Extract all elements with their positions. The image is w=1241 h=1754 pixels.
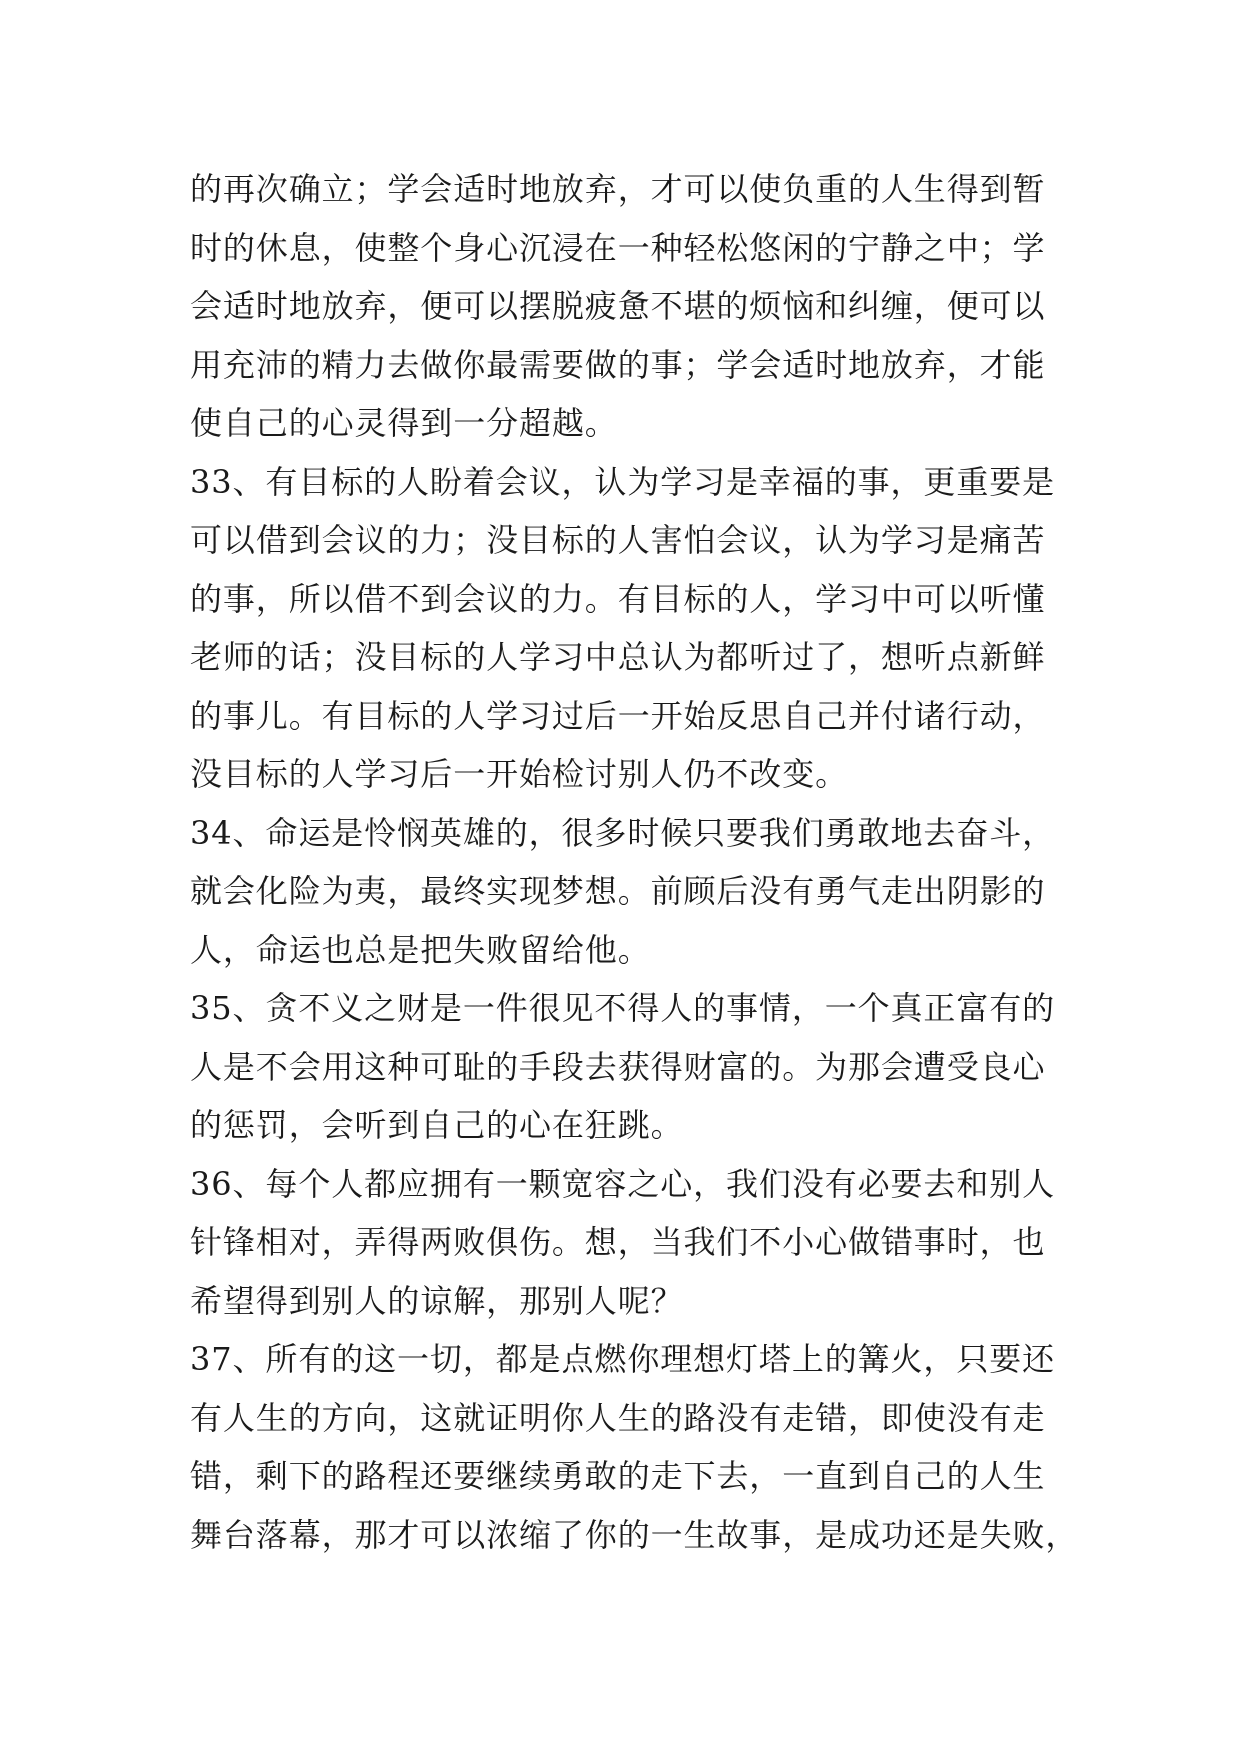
text-line: 35、贪不义之财是一件很见不得人的事情，一个真正富有的 [190, 989, 1056, 1027]
text-line: 36、每个人都应拥有一颗宽容之心，我们没有必要去和别人 [190, 1164, 1056, 1203]
text-line: 希望得到别人的谅解，那别人呢？ [190, 1281, 684, 1320]
text-line: 可以借到会议的力；没目标的人害怕会议，认为学习是痛苦 [190, 521, 1046, 559]
text-line: 34、命运是怜悯英雄的，很多时候只要我们勇敢地去奋斗， [190, 813, 1056, 852]
text-line: 的事，所以借不到会议的力。有目标的人，学习中可以听懂 [190, 579, 1046, 618]
text-line: 没目标的人学习后一开始检讨别人仍不改变。 [190, 755, 849, 793]
text-line: 会适时地放弃，便可以摆脱疲惫不堪的烦恼和纠缠，便可以 [190, 287, 1046, 325]
text-line: 用充沛的精力去做你最需要做的事；学会适时地放弃，才能 [190, 345, 1046, 384]
text-line: 33、有目标的人盼着会议，认为学习是幸福的事，更重要是 [190, 462, 1056, 501]
text-line: 针锋相对，弄得两败俱伤。想，当我们不小心做错事时，也 [190, 1223, 1046, 1261]
text-line: 有人生的方向，这就证明你人生的路没有走错，即使没有走 [190, 1398, 1046, 1437]
text-line: 37、所有的这一切，都是点燃你理想灯塔上的篝火，只要还 [190, 1340, 1056, 1378]
text-line: 的惩罚，会听到自己的心在狂跳。 [190, 1106, 684, 1144]
text-line: 就会化险为夷，最终实现梦想。前顾后没有勇气走出阴影的 [190, 872, 1046, 910]
text-line: 舞台落幕，那才可以浓缩了你的一生故事，是成功还是失败， [190, 1515, 1079, 1554]
text-line: 使自己的心灵得到一分超越。 [190, 404, 618, 442]
text-line: 时的休息，使整个身心沉浸在一种轻松悠闲的宁静之中；学 [190, 228, 1046, 267]
text-line: 的再次确立；学会适时地放弃，才可以使负重的人生得到暂 [190, 170, 1046, 208]
text-line: 老师的话；没目标的人学习中总认为都听过了，想听点新鲜 [190, 638, 1046, 676]
text-line: 的事儿。有目标的人学习过后一开始反思自己并付诸行动， [190, 696, 1046, 735]
text-line: 错，剩下的路程还要继续勇敢的走下去，一直到自己的人生 [190, 1457, 1046, 1495]
text-line: 人，命运也总是把失败留给他。 [190, 930, 651, 969]
text-line: 人是不会用这种可耻的手段去获得财富的。为那会遭受良心 [190, 1047, 1046, 1086]
body-text [190, 160, 1079, 1564]
